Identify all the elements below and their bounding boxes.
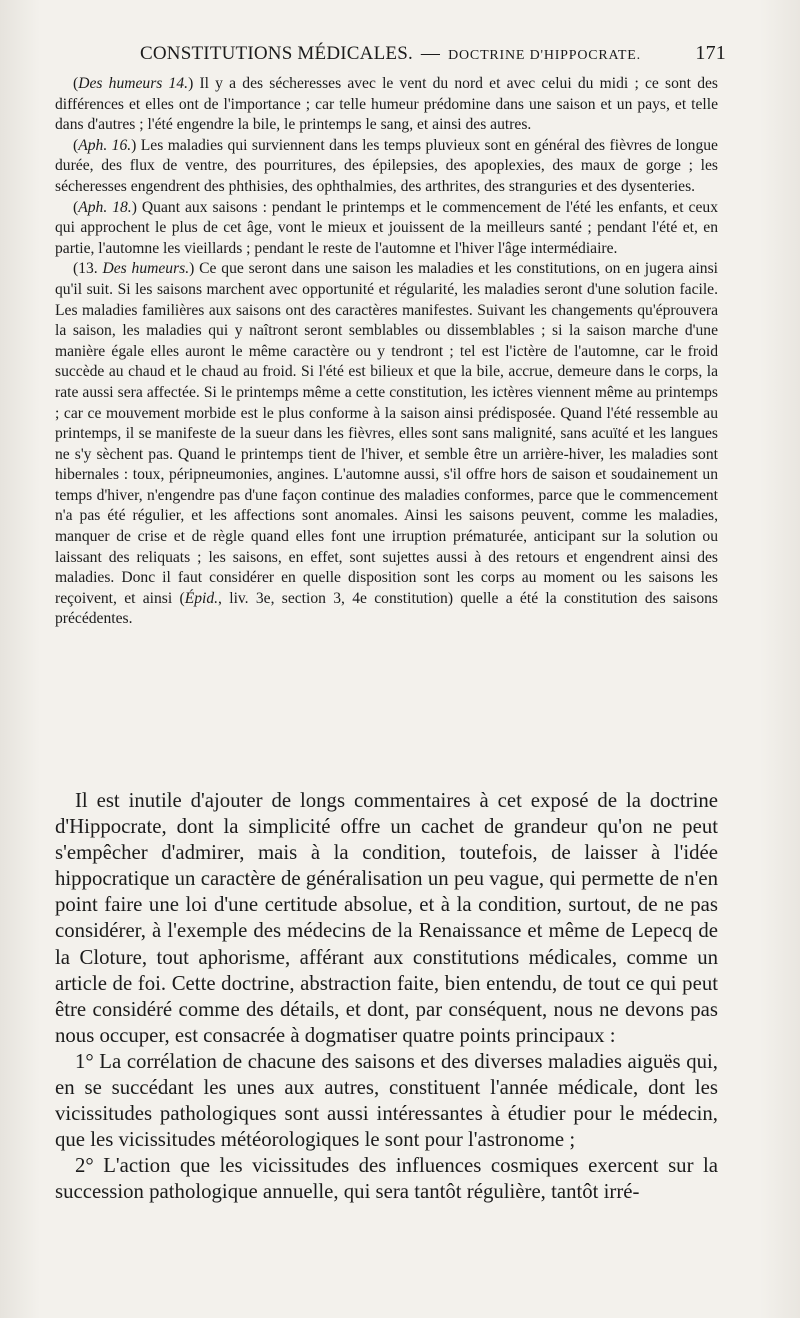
main-text — [55, 788, 718, 1206]
quote-text: Ce que seront dans une saison les maladies et les constitutions, on en jugera ainsi qu'il suit. Si les saisons marchent avec opportunité et régularité, les maladies seront d'une solution facile. Les maladies familières aux saisons ont des caractères manifestes. Suivant les changements qu'éprouvera la saison, les maladies qui y naîtront seront semblables ou dissemblables ; si la saison marche d'une manière égale elles auront le même caractère ou y tendront ; tel est l'ictère de l'automne, car le froid succède au chaud et le chaud au froid. Si l'été est bilieux et que la bile, accrue, demeure dans le corps, la rate aussi sera affectée. Si le printemps même a cette constitution, les ictères viennent même au printemps ; car ce mouvement morbide est le plus conforme à la saison ainsi prédisposée. Quand l'été ressemble au printemps, il se manifeste de la sueur dans les fièvres, elles sont sans malignité, sans acuïté et les langues ne s'y sèchent pas. Quand le printemps tient de l'hiver, et semble être un arrière-hiver, les maladies sont hibernales : toux, péripneumonies, angines. L'automne aussi, s'il offre hors de saison et soudainement un temps d'hiver, n'engendre pas d'une façon continue des maladies conformes, parce que le commencement n'a pas été régulier, et les affections sont anomales. Ainsi les saisons peuvent, comme les maladies, manquer de crise et de règle quand elles font une irruption prématurée, anticipant sur la solution ou laissant des reliquats ; les saisons, en effet, sont sujettes aussi à des retours et engendrent ainsi des maladies. Donc il faut considérer en quelle disposition sont les corps au moment ou les saisons les reçoivent, et ainsi ( — [55, 260, 718, 607]
quote-paragraph — [55, 198, 718, 260]
quote-open-paren: ( — [73, 136, 79, 154]
quote-open-paren: ( — [73, 75, 79, 92]
quote-paragraph — [55, 259, 718, 630]
quote-close-paren: ) — [188, 75, 194, 92]
body-paragraph: 2° L'action que les vicissitudes des influences cosmiques exercent sur la succession pathologique annuelle, qui sera tantôt régulière, tantôt irré- — [55, 1154, 718, 1204]
quote-reference: Aph. 16. — [78, 136, 132, 154]
quote-text: Il y a des sécheresses avec le vent du nord et avec celui du midi ; ce sont des différences et elles ont de l'importance ; car telle humeur prédomine dans une saison et un pays, et telle dans d'autres ; l'été engendre la bile, le printemps le sang, et ainsi des autres. — [55, 75, 718, 134]
quote-text: Les maladies qui surviennent dans les temps pluvieux sont en général des fièvres de longue durée, des flux de ventre, des pourritures, des épilepsies, des apoplexies, des maux de gorge ; les sécheresses engendrent des phthisies, des ophthalmies, des arthrites, des stranguries et des dysenteries. — [55, 136, 718, 195]
quote-text-end: , liv. 3e, section 3, 4e constitution) quelle a été la constitution des saisons précédentes. — [55, 589, 718, 628]
quoted-aphorisms — [55, 74, 718, 630]
quote-paragraph — [55, 74, 718, 136]
quote-open-paren: (13. — [73, 260, 103, 278]
quote-close-paren: ) — [189, 260, 195, 278]
quote-paragraph — [55, 136, 718, 198]
quote-reference: Aph. 18. — [78, 198, 132, 216]
header-dash: — — [420, 43, 441, 64]
page-number: 171 — [695, 42, 726, 64]
running-header — [140, 42, 726, 68]
quote-text: Quant aux saisons : pendant le printemps et le commencement de l'été les enfants, et ceux qui approchent le plus de cet âge, vont le mieux et jouissent de la meilleurs santé ; pendant l'été et, en partie, l'automne les vieillards ; pendant le reste de l'automne et l'hiver l'âge intermédiaire. — [55, 198, 718, 257]
quote-reference: Des humeurs 14. — [78, 75, 189, 92]
quote-reference: Des humeurs. — [102, 260, 190, 278]
header-subtitle: DOCTRINE D'HIPPOCRATE. — [448, 48, 641, 63]
quote-close-paren: ) — [131, 136, 137, 154]
quote-close-paren: ) — [131, 198, 137, 216]
body-paragraph: Il est inutile d'ajouter de longs commentaires à cet exposé de la doctrine d'Hippocrate, dont la simplicité offre un cachet de grandeur qu'on ne peut s'empêcher d'admirer, mais à la condition, toutefois, de laisser à l'idée hippocratique un caractère de généralisation un peu vague, qui permette de n'en point faire une loi d'une certitude absolue, et à la condition, surtout, de ne pas considérer, à l'exemple des médecins de la Renaissance et même de Lepecq de la Cloture, tout aphorisme, afférant aux constitutions médicales, comme un article de foi. Cette doctrine, abstraction faite, bien entendu, de tout ce qui peut être considéré comme des détails, et dont, par conséquent, nous ne devons pas nous occuper, est consacrée à dogmatiser quatre points principaux : — [55, 789, 718, 1047]
quote-reference-epid: Épid. — [184, 589, 219, 607]
quote-open-paren: ( — [73, 198, 79, 216]
running-title: CONSTITUTIONS MÉDICALES. — [140, 43, 413, 64]
body-paragraph: 1° La corrélation de chacune des saisons et des diverses maladies aiguës qui, en se succédant les unes aux autres, constituent l'année médicale, dont les vicissitudes pathologiques sont aussi intéressantes à étudier pour le médecin, que les vicissitudes météorologiques le sont pour l'astronome ; — [55, 1049, 718, 1152]
